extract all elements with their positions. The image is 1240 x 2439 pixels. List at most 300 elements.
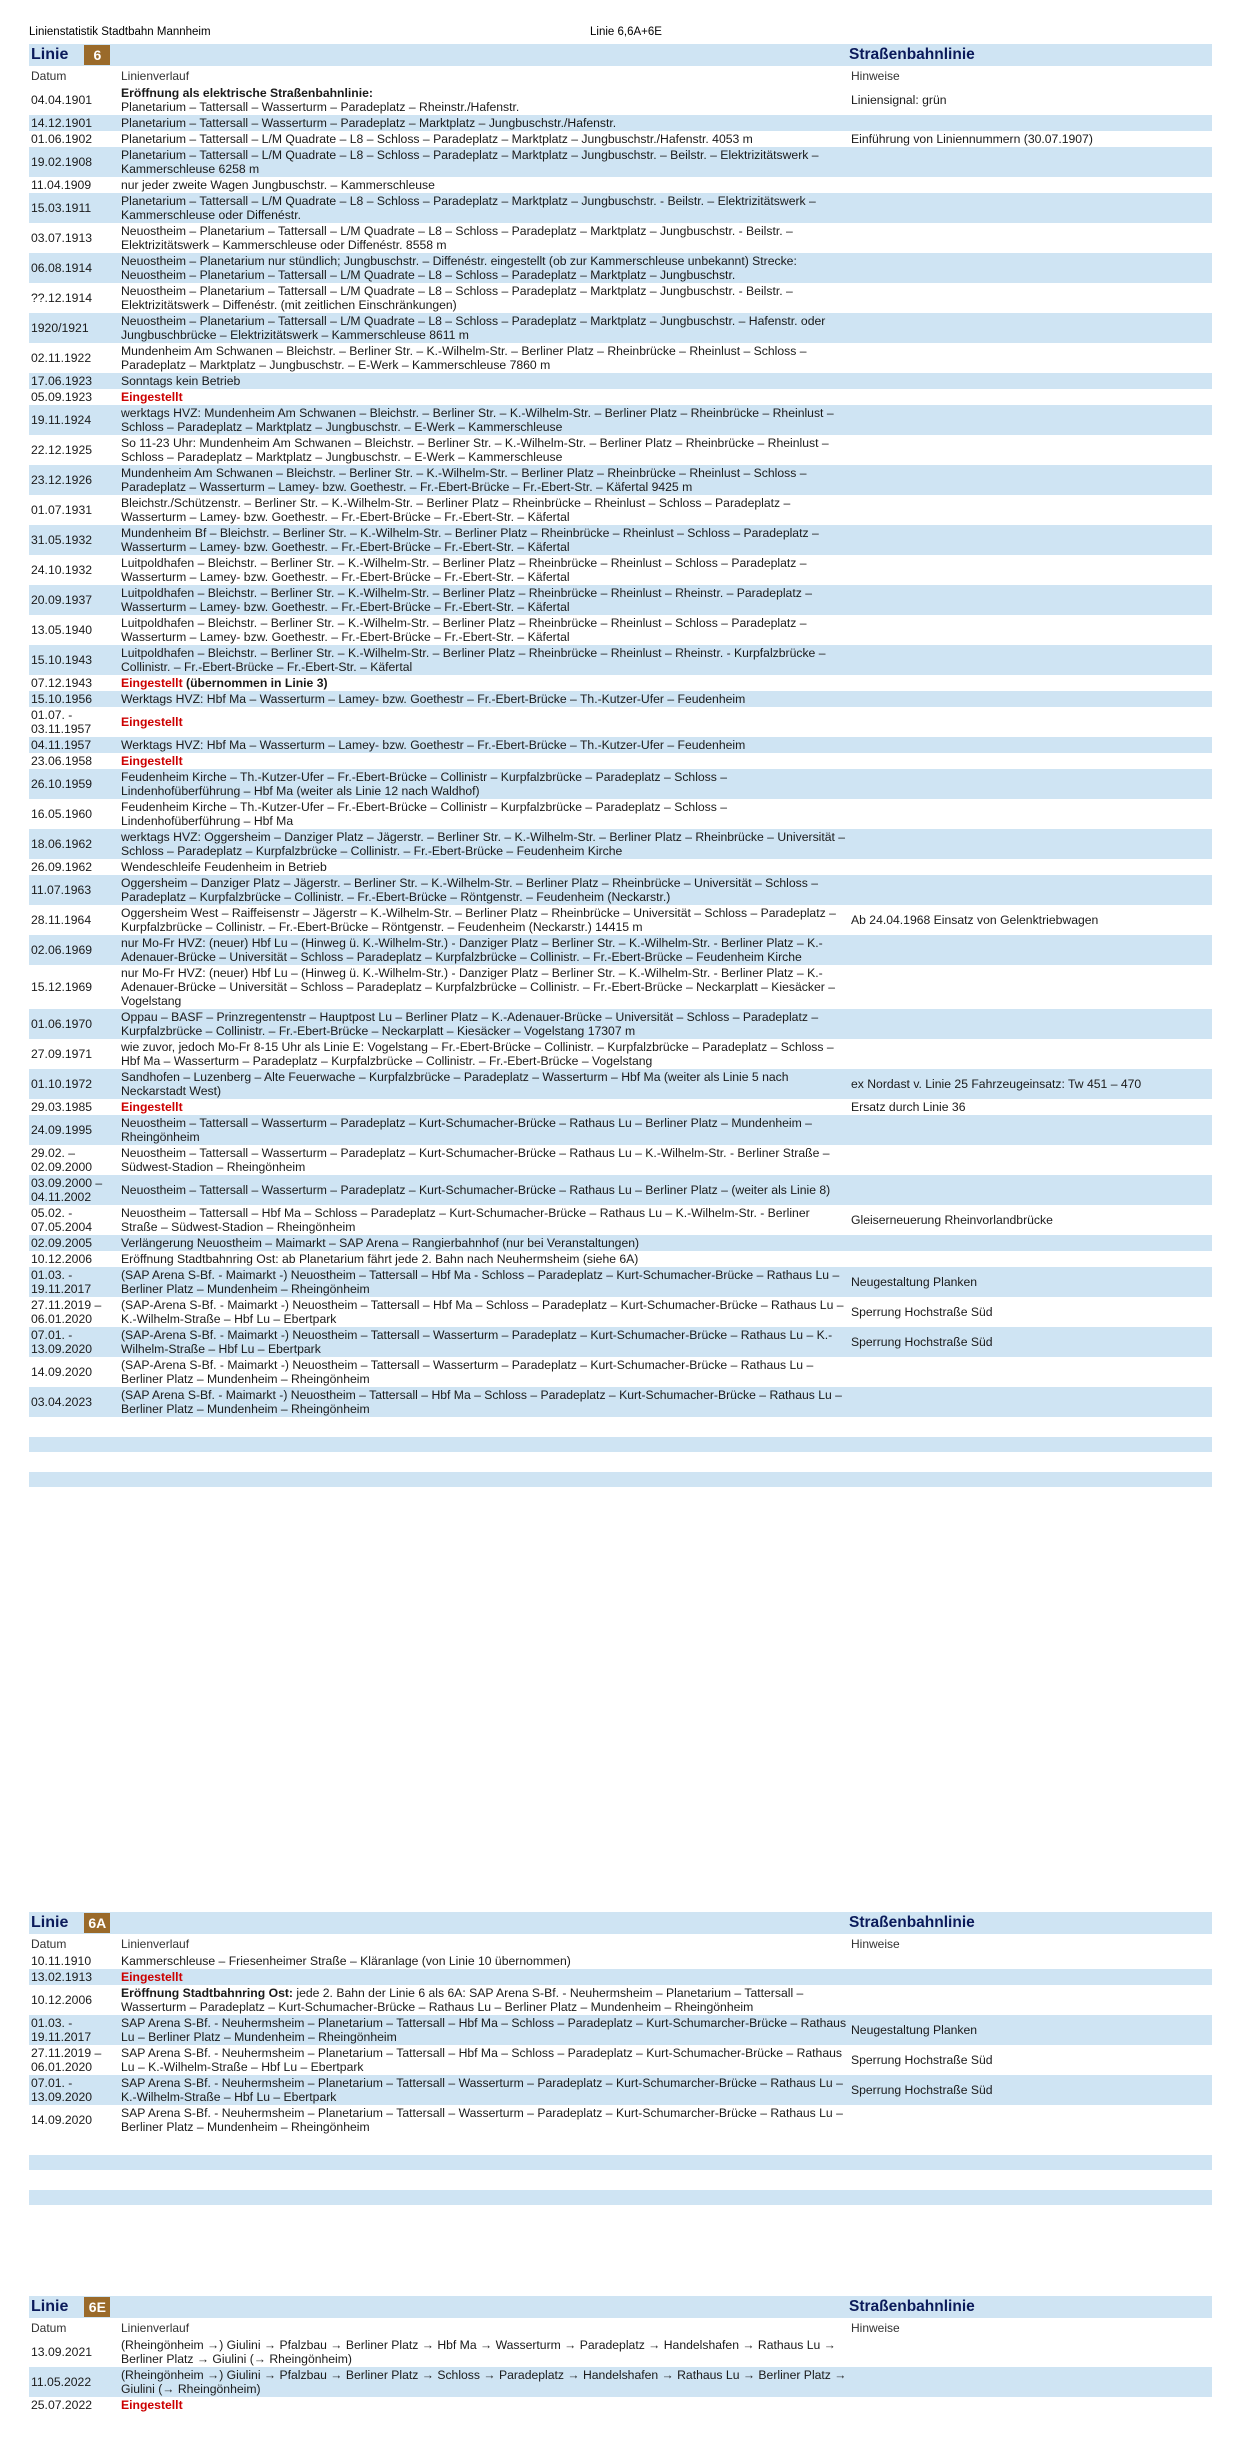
- table-row: [29, 1205, 1212, 1235]
- column-header-date: Datum: [31, 69, 67, 83]
- row-route: [119, 85, 849, 115]
- section-header: [29, 2296, 1212, 2318]
- row-route: [119, 645, 849, 675]
- row-note: Ersatz durch Linie 36: [851, 1100, 966, 1114]
- route-text: Feudenheim Kirche – Th.-Kutzer-Ufer – Fr.-Ebert-Brücke – Collinistr – Kurpfalzbrücke – Paradeplatz – Schloss – Lindenhofüberführung – Hbf Ma (weiter als Linie 12 nach Waldhof): [121, 770, 728, 798]
- table-row: [29, 343, 1212, 373]
- row-note: [849, 737, 1212, 753]
- row-route: [119, 769, 849, 799]
- row-date: 01.06.1970: [29, 1009, 119, 1039]
- table-row: [29, 85, 1212, 115]
- row-date: 11.05.2022: [29, 2367, 119, 2397]
- table-row: [29, 405, 1212, 435]
- route-text: SAP Arena S-Bf. - Neuhermsheim – Planetarium – Tattersall – Wasserturm – Paradeplatz – Kurt-Schumarcher-Brücke – Rathaus Lu – Berliner Platz – Mundenheim – Rheingönheim: [121, 2106, 843, 2134]
- row-route: [119, 1145, 849, 1175]
- stopped-note: (übernommen in Linie 3): [182, 676, 328, 690]
- row-route: [119, 525, 849, 555]
- table-row: [29, 1039, 1212, 1069]
- row-route: [119, 2015, 849, 2045]
- route-text: Neuostheim – Tattersall – Wasserturm – Paradeplatz – Kurt-Schumacher-Brücke – Rathaus Lu – Berliner Platz – (weiter als Linie 8): [121, 1183, 831, 1197]
- row-date: 1920/1921: [29, 313, 119, 343]
- row-note: [849, 1387, 1212, 1417]
- table-row: [29, 313, 1212, 343]
- row-date: 02.06.1969: [29, 935, 119, 965]
- row-note: [849, 753, 1212, 769]
- row-date: 01.03. - 19.11.2017: [29, 2015, 119, 2045]
- row-route: [119, 1205, 849, 1235]
- row-route: [119, 905, 849, 935]
- route-text: (SAP Arena S-Bf. - Maimarkt -) Neuostheim – Tattersall – Hbf Ma - Schloss – Paradeplatz – Kurt-Schumacher-Brücke – Rathaus Lu – Berliner Platz – Mundenheim – Rheingönheim: [121, 1268, 840, 1296]
- row-date: 27.11.2019 – 06.01.2020: [31, 2046, 102, 2074]
- table-row: [29, 1175, 1212, 1205]
- row-date: 15.10.1943: [29, 645, 119, 675]
- row-date: 13.02.1913: [29, 1969, 119, 1985]
- row-note: [849, 495, 1212, 525]
- table-row: [29, 1115, 1212, 1145]
- row-note: [849, 935, 1212, 965]
- route-text: Oggersheim – Danziger Platz – Jägerstr. – Berliner Str. – K.-Wilhelm-Str. – Berliner Platz – Rheinbrücke – Universität – Schloss – Paradeplatz – Kurpfalzbrücke – Collinistr. – Fr.-Ebert-Brücke – Röntgenstr. – Feudenheim (Neckarstr.): [121, 876, 819, 904]
- row-note: [849, 555, 1212, 585]
- table-row: [29, 675, 1212, 691]
- row-route: [119, 615, 849, 645]
- row-date: 13.09.2021: [31, 2345, 92, 2359]
- route-text: Luitpoldhafen – Bleichstr. – Berliner Str. – K.-Wilhelm-Str. – Berliner Platz – Rheinbrücke – Rheinlust – Rheinstr. - Kurpfalzbrücke – Collinistr. – Fr.-Ebert-Brücke – Fr.-Ebert-Str. – Käfertal: [121, 646, 826, 674]
- row-date: 23.12.1926: [29, 465, 119, 495]
- row-date: 24.09.1995: [29, 1115, 119, 1145]
- row-note: [849, 829, 1212, 859]
- row-note: [849, 675, 1212, 691]
- row-date: 13.05.1940: [31, 623, 92, 637]
- route-text: Planetarium – Tattersall – Wasserturm – Paradeplatz – Rheinstr./Hafenstr.: [121, 100, 520, 114]
- route-text: Feudenheim Kirche – Th.-Kutzer-Ufer – Fr.-Ebert-Brücke – Collinistr – Kurpfalzbrücke – Paradeplatz – Schloss – Lindenhofüberführung – Hbf Ma: [121, 800, 728, 828]
- row-route: [119, 753, 849, 769]
- row-date: 19.02.1908: [29, 147, 119, 177]
- header-left: Linienstatistik Stadtbahn Mannheim: [29, 26, 211, 38]
- column-header-notes: Hinweise: [851, 69, 900, 83]
- row-route: [119, 177, 849, 193]
- row-date: 01.03. - 19.11.2017: [29, 1267, 119, 1297]
- row-date: ??.12.1914: [31, 291, 92, 305]
- row-date: 29.03.1985: [31, 1100, 92, 1114]
- table-row: [29, 223, 1212, 253]
- table-row: [29, 2045, 1212, 2075]
- section-line-6e: [29, 2296, 1212, 2413]
- route-text: Verlängerung Neuostheim – Maimarkt – SAP Arena – Rangierbahnhof (nur bei Veranstaltungen): [121, 1236, 640, 1250]
- row-note: [849, 691, 1212, 707]
- row-note: [849, 1251, 1212, 1267]
- row-date: 11.04.1909: [31, 178, 92, 192]
- stopped-label: Eingestellt: [121, 390, 183, 404]
- route-text: Neuostheim – Tattersall – Wasserturm – Paradeplatz – Kurt-Schumacher-Brücke – Rathaus Lu – K.-Wilhelm-Str. - Berliner Straße – Südwest-Stadion – Rheingönheim: [121, 1146, 830, 1174]
- row-note: [849, 707, 1212, 737]
- table-row: [29, 1145, 1212, 1175]
- route-text: Sonntags kein Betrieb: [121, 374, 241, 388]
- row-date: 07.01. - 13.09.2020: [29, 2075, 119, 2105]
- route-text: So 11-23 Uhr: Mundenheim Am Schwanen – Bleichstr. – Berliner Str. – K.-Wilhelm-Str. – Berliner Platz – Rheinbrücke – Rheinlust – Schloss – Paradeplatz – Marktplatz – Jungbuschstr. – E-Werk – Kammerschleuse: [121, 436, 829, 464]
- row-note: [849, 1235, 1212, 1251]
- row-note: [849, 147, 1212, 177]
- row-date: 05.02. - 07.05.2004: [31, 1206, 92, 1234]
- table-row: [29, 115, 1212, 131]
- row-note: [849, 193, 1212, 223]
- row-note: [849, 313, 1212, 343]
- row-route: [119, 2105, 849, 2135]
- route-text: jede 2. Bahn der Linie 6 als 6A: SAP Arena S-Bf. - Neuhermsheim – Planetarium – Tattersall – Wasserturm – Paradeplatz – Kurt-Schumacher-Brücke – Rathaus Lu – Berliner Platz – Mundenheim – Rheingönheim: [121, 1986, 804, 2014]
- route-text: nur Mo-Fr HVZ: (neuer) Hbf Lu – (Hinweg ü. K.-Wilhelm-Str.) - Danziger Platz – Berliner Str. – K.-Wilhelm-Str. - Berliner Platz – K.-Adenauer-Brücke – Universität – Schloss – Paradeplatz – Kurpfalzbrücke – Collinistr. – Fr.-Ebert-Brücke – Neckarplatt – Kiesäcker – Vogelstang: [121, 966, 835, 1008]
- row-note: [849, 2337, 1212, 2367]
- route-text: Werktags HVZ: Hbf Ma – Wasserturm – Lamey- bzw. Goethestr – Fr.-Ebert-Brücke – Th.-Kutzer-Ufer – Feudenheim: [121, 738, 746, 752]
- row-route: [119, 1039, 849, 1069]
- route-text: Neuostheim – Planetarium – Tattersall – L/M Quadrate – L8 – Schloss – Paradeplatz – Marktplatz – Jungbuschstr. - Beilstr. – Elektrizitätswerk – Diffenéstr. (mit zeitlichen Einschränkungen): [121, 284, 793, 312]
- row-route: [119, 1175, 849, 1205]
- row-note: [849, 405, 1212, 435]
- row-date: 27.11.2019 – 06.01.2020: [31, 1298, 102, 1326]
- route-text: (SAP-Arena S-Bf. - Maimarkt -) Neuostheim – Tattersall – Wasserturm – Paradeplatz – Kurt-Schumacher-Brücke – Rathaus Lu – K.-Wilhelm-Straße – Hbf Lu – Ebertpark: [121, 1328, 833, 1356]
- route-text: Oppau – BASF – Prinzregentenstr – Hauptpost Lu – Berliner Platz – K.-Adenauer-Brücke – Universität – Schloss – Paradeplatz – Kurpfalzbrücke – Collinistr. – Fr.-Ebert-Brücke – Neckarplatt – Kiesäcker – Vogelstang 17307 m: [121, 1010, 819, 1038]
- row-note: [849, 1953, 1212, 1969]
- row-note: Sperrung Hochstraße Süd: [851, 1305, 993, 1319]
- row-route: [119, 1387, 849, 1417]
- column-header-notes: Hinweise: [851, 1937, 900, 1951]
- column-header-date: Datum: [31, 2321, 67, 2335]
- row-date: 03.09.2000 – 04.11.2002: [29, 1175, 119, 1205]
- row-route: [119, 193, 849, 223]
- section-label: Linie: [31, 1914, 69, 1931]
- row-route: [119, 707, 849, 737]
- table-row: [29, 1251, 1212, 1267]
- route-text: (Rheingönheim →) Giulini → Pfalzbau → Berliner Platz → Hbf Ma → Wasserturm → Paradeplatz → Handelshafen → Rathaus Lu → Berliner Platz → Giulini (→ Rheingönheim): [121, 2338, 836, 2366]
- route-text: werktags HVZ: Mundenheim Am Schwanen – Bleichstr. – Berliner Str. – K.-Wilhelm-Str. – Berliner Platz – Rheinbrücke – Rheinlust – Schloss – Paradeplatz – Marktplatz – Jungbuschstr. – E-Werk – Kammerschleuse: [121, 406, 834, 434]
- section-header: [29, 1912, 1212, 1934]
- table-row: [29, 859, 1212, 875]
- row-note: Neugestaltung Planken: [849, 1267, 1212, 1297]
- spacer: [29, 1452, 1212, 1472]
- route-text: SAP Arena S-Bf. - Neuhermsheim – Planetarium – Tattersall – Hbf Ma – Schloss – Paradeplatz – Kurt-Schumarcher-Brücke – Rathaus Lu – Berliner Platz – Mundenheim – Rheingönheim: [121, 2016, 847, 2044]
- route-text: SAP Arena S-Bf. - Neuhermsheim – Planetarium – Tattersall – Hbf Ma – Schloss – Paradeplatz – Kurt-Schumacher-Brücke – Rathaus Lu – K.-Wilhelm-Straße – Hbf Lu – Ebertpark: [121, 2046, 842, 2074]
- table-row: [29, 2367, 1212, 2397]
- table-row: [29, 1235, 1212, 1251]
- row-note: Neugestaltung Planken: [849, 2015, 1212, 2045]
- table-row: [29, 1069, 1212, 1099]
- route-text: Mundenheim Am Schwanen – Bleichstr. – Berliner Str. – K.-Wilhelm-Str. – Berliner Platz – Rheinbrücke – Rheinlust – Schloss – Paradeplatz – Marktplatz – Jungbuschstr. – E-Werk – Kammerschleuse 7860 m: [121, 344, 807, 372]
- stopped-label: Eingestellt: [121, 2398, 183, 2412]
- row-date: 03.07.1913: [31, 231, 92, 245]
- row-route: [119, 935, 849, 965]
- row-date: 15.03.1911: [29, 193, 119, 223]
- row-note: [849, 1357, 1212, 1387]
- row-route: [119, 495, 849, 525]
- row-route: [119, 2045, 849, 2075]
- row-route: [119, 1235, 849, 1251]
- route-text: Werktags HVZ: Hbf Ma – Wasserturm – Lamey- bzw. Goethestr – Fr.-Ebert-Brücke – Th.-Kutzer-Ufer – Feudenheim: [121, 692, 746, 706]
- route-text: Wendeschleife Feudenheim in Betrieb: [121, 860, 327, 874]
- row-date: 02.09.2005: [29, 1235, 119, 1251]
- row-date: 17.06.1923: [29, 373, 119, 389]
- route-text: Planetarium – Tattersall – L/M Quadrate – L8 – Schloss – Paradeplatz – Marktplatz – Jungbuschstr. - Beilstr. – Elektrizitätswerk – Kammerschleuse oder Diffenéstr.: [121, 194, 816, 222]
- row-route: [119, 1099, 849, 1115]
- row-date: 07.12.1943: [31, 676, 92, 690]
- row-note: Sperrung Hochstraße Süd: [849, 1327, 1212, 1357]
- row-route: [119, 829, 849, 859]
- row-route: [119, 675, 849, 691]
- route-text: Mundenheim Am Schwanen – Bleichstr. – Berliner Str. – K.-Wilhelm-Str. – Berliner Platz – Rheinbrücke – Rheinlust – Schloss – Paradeplatz – Wasserturm – Lamey- bzw. Goethestr. – Fr.-Ebert-Brücke – Fr.-Ebert-Str. – Käfertal 9425 m: [121, 466, 807, 494]
- line-badge: 6E: [84, 2297, 110, 2317]
- empty-band: [29, 2155, 1212, 2170]
- route-text: Planetarium – Tattersall – L/M Quadrate – L8 – Schloss – Paradeplatz – Marktplatz – Jungbuschstr. – Beilstr. – Elektrizitätswerk – Kammerschleuse 6258 m: [121, 148, 819, 176]
- table-row: [29, 645, 1212, 675]
- column-header-route: Linienverlauf: [121, 69, 190, 83]
- row-route: [119, 1267, 849, 1297]
- route-text: Kammerschleuse – Friesenheimer Straße – Kläranlage (von Linie 10 übernommen): [121, 1954, 571, 1968]
- table-row: [29, 875, 1212, 905]
- route-text: SAP Arena S-Bf. - Neuhermsheim – Planetarium – Tattersall – Wasserturm – Paradeplatz – Kurt-Schumarcher-Brücke – Rathaus Lu – K.-Wilhelm-Straße – Hbf Lu – Ebertpark: [121, 2076, 843, 2104]
- route-text: (SAP-Arena S-Bf. - Maimarkt -) Neuostheim – Tattersall – Wasserturm – Paradeplatz – Kurt-Schumacher-Brücke – Rathaus Lu – Berliner Platz – Mundenheim – Rheingönheim: [121, 1358, 814, 1386]
- row-route: [119, 405, 849, 435]
- row-date: 23.06.1958: [31, 754, 92, 768]
- row-date: 29.02. – 02.09.2000: [31, 1146, 92, 1174]
- row-date: 10.11.1910: [31, 1954, 92, 1968]
- spacer: [29, 2135, 1212, 2155]
- empty-band: [29, 1437, 1212, 1452]
- row-note: [849, 1985, 1212, 2015]
- stopped-label: Eingestellt: [121, 1100, 183, 1114]
- row-date: 10.12.2006: [31, 1993, 92, 2007]
- row-date: 10.12.2006: [31, 1252, 92, 1266]
- row-date: 01.10.1972: [29, 1069, 119, 1099]
- column-header-route: Linienverlauf: [121, 1937, 190, 1951]
- row-note: [849, 177, 1212, 193]
- row-note: [849, 2105, 1212, 2135]
- row-date: 28.11.1964: [31, 913, 92, 927]
- section-line-6: [29, 44, 1212, 1487]
- row-route: [119, 1969, 849, 1985]
- table-row: [29, 177, 1212, 193]
- row-note: [849, 875, 1212, 905]
- table-row: [29, 905, 1212, 935]
- row-route: [119, 115, 849, 131]
- table-row: [29, 2397, 1212, 2413]
- row-date: 01.06.1902: [31, 132, 92, 146]
- row-note: [849, 1175, 1212, 1205]
- row-route: [119, 1251, 849, 1267]
- route-text: Neuostheim – Tattersall – Hbf Ma – Schloss – Paradeplatz – Kurt-Schumacher-Brücke – Rathaus Lu – K.-Wilhelm-Str. - Berliner Straße – Südwest-Stadion – Rheingönheim: [121, 1206, 810, 1234]
- table-row: [29, 193, 1212, 223]
- row-date: 26.09.1962: [31, 860, 92, 874]
- table-row: [29, 253, 1212, 283]
- history-table: [29, 66, 1212, 1417]
- row-note: [849, 253, 1212, 283]
- header-center: Linie 6,6A+6E: [590, 26, 662, 38]
- row-date: 26.10.1959: [29, 769, 119, 799]
- route-text: wie zuvor, jedoch Mo-Fr 8-15 Uhr als Linie E: Vogelstang – Fr.-Ebert-Brücke – Collinistr. – Kurpfalzbrücke – Paradeplatz – Schloss – Hbf Ma – Wasserturm – Paradeplatz – Kurpfalzbrücke – Collinistr. – Fr.-Ebert-Brücke – Vogelstang: [121, 1040, 834, 1068]
- row-date: 14.12.1901: [29, 115, 119, 131]
- table-row: [29, 1969, 1212, 1985]
- row-date: 06.08.1914: [29, 253, 119, 283]
- row-note: [849, 1115, 1212, 1145]
- row-note: [849, 465, 1212, 495]
- row-note: [849, 585, 1212, 615]
- row-route: [119, 875, 849, 905]
- table-row: [29, 2015, 1212, 2045]
- table-header-row: [29, 1934, 1212, 1953]
- row-route: [119, 859, 849, 875]
- row-route: [119, 1009, 849, 1039]
- row-route: [119, 2397, 849, 2413]
- row-note: [849, 223, 1212, 253]
- table-row: [29, 707, 1212, 737]
- row-route: [119, 313, 849, 343]
- column-header-date: Datum: [31, 1937, 67, 1951]
- row-route: [119, 965, 849, 1009]
- spacer: [29, 2170, 1212, 2190]
- column-header-route: Linienverlauf: [121, 2321, 190, 2335]
- table-row: [29, 965, 1212, 1009]
- table-row: [29, 1297, 1212, 1327]
- row-note: [849, 645, 1212, 675]
- table-row: [29, 935, 1212, 965]
- row-date: 07.01. - 13.09.2020: [29, 1327, 119, 1357]
- row-date: 04.11.1957: [29, 737, 119, 753]
- table-row: [29, 1267, 1212, 1297]
- row-note: [849, 1009, 1212, 1039]
- row-date: 15.12.1969: [31, 980, 92, 994]
- column-header-notes: Hinweise: [851, 2321, 900, 2335]
- route-text: Luitpoldhafen – Bleichstr. – Berliner Str. – K.-Wilhelm-Str. – Berliner Platz – Rheinbrücke – Rheinlust – Schloss – Paradeplatz – Wasserturm – Lamey- bzw. Goethestr. – Fr.-Ebert-Brücke – Fr.-Ebert-Str. – Käfertal: [121, 616, 807, 644]
- table-row: [29, 283, 1212, 313]
- table-row: [29, 1953, 1212, 1969]
- route-text: nur jeder zweite Wagen Jungbuschstr. – Kammerschleuse: [121, 178, 435, 192]
- section-label: Linie: [31, 46, 69, 63]
- table-row: [29, 389, 1212, 405]
- line-badge: 6A: [84, 1913, 110, 1933]
- table-row: [29, 2075, 1212, 2105]
- row-note: [849, 373, 1212, 389]
- row-note: Ab 24.04.1968 Einsatz von Gelenktriebwagen: [851, 913, 1099, 927]
- row-route: [119, 389, 849, 405]
- row-route: [119, 1115, 849, 1145]
- row-note: [849, 799, 1212, 829]
- route-text: Neuostheim – Planetarium – Tattersall – L/M Quadrate – L8 – Schloss – Paradeplatz – Marktplatz – Jungbuschstr. – Hafenstr. oder Jungbuschbrücke – Elektrizitätswerk – Kammerschleuse 8611 m: [121, 314, 826, 342]
- stopped-label: Eingestellt: [121, 676, 183, 690]
- row-note: [849, 435, 1212, 465]
- table-row: [29, 1327, 1212, 1357]
- table-header-row: [29, 66, 1212, 85]
- row-note: Sperrung Hochstraße Süd: [851, 2053, 993, 2067]
- table-row: [29, 585, 1212, 615]
- table-row: [29, 131, 1212, 147]
- row-route: [119, 1297, 849, 1327]
- empty-band: [29, 2190, 1212, 2205]
- row-note: [849, 283, 1212, 313]
- row-route: [119, 2337, 849, 2367]
- row-date: 20.09.1937: [29, 585, 119, 615]
- row-note: [849, 769, 1212, 799]
- table-row: [29, 525, 1212, 555]
- route-text: Mundenheim Bf – Bleichstr. – Berliner Str. – K.-Wilhelm-Str. – Berliner Platz – Rheinbrücke – Rheinlust – Schloss – Paradeplatz – Wasserturm – Lamey- bzw. Goethestr. – Fr.-Ebert-Brücke – Fr.-Ebert-Str. – Käfertal: [121, 526, 819, 554]
- row-date: 02.11.1922: [31, 351, 92, 365]
- section-label: Linie: [31, 2298, 69, 2315]
- row-date: 25.07.2022: [31, 2398, 92, 2412]
- empty-band: [29, 1472, 1212, 1487]
- table-row: [29, 555, 1212, 585]
- row-route: [119, 1327, 849, 1357]
- table-row: [29, 465, 1212, 495]
- row-note: [849, 389, 1212, 405]
- route-text: nur Mo-Fr HVZ: (neuer) Hbf Lu – (Hinweg ü. K.-Wilhelm-Str.) - Danziger Platz – Berliner Str. – K.-Wilhelm-Str. - Berliner Platz – K.-Adenauer-Brücke – Universität – Schloss – Paradeplatz – Kurpfalzbrücke – Collinistr. – Fr.-Ebert-Brücke – Feudenheim Kirche: [121, 936, 823, 964]
- stopped-label: Eingestellt: [121, 715, 183, 729]
- row-route: [119, 147, 849, 177]
- row-date: 14.09.2020: [31, 2113, 92, 2127]
- row-route: [119, 1953, 849, 1969]
- row-note: [849, 615, 1212, 645]
- history-table: [29, 2318, 1212, 2413]
- table-row: [29, 147, 1212, 177]
- row-route: [119, 253, 849, 283]
- row-note: [849, 343, 1212, 373]
- section-header: [29, 44, 1212, 66]
- row-route: [119, 223, 849, 253]
- row-route: [119, 465, 849, 495]
- row-date: 31.05.1932: [29, 525, 119, 555]
- row-date: 27.09.1971: [31, 1047, 92, 1061]
- row-note: Einführung von Liniennummern (30.07.1907): [851, 132, 1093, 146]
- row-date: 03.04.2023: [29, 1387, 119, 1417]
- route-text: Bleichstr./Schützenstr. – Berliner Str. – K.-Wilhelm-Str. – Berliner Platz – Rheinbrücke – Rheinlust – Schloss – Paradeplatz – Wasserturm – Lamey- bzw. Goethestr. – Fr.-Ebert-Brücke – Fr.-Ebert-Str. – Käfertal: [121, 496, 791, 524]
- row-note: [849, 115, 1212, 131]
- row-note: [849, 1145, 1212, 1175]
- row-route: [119, 555, 849, 585]
- row-route: [119, 2075, 849, 2105]
- route-text: Planetarium – Tattersall – L/M Quadrate – L8 – Schloss – Paradeplatz – Marktplatz – Jungbuschstr./Hafenstr. 4053 m: [121, 132, 753, 146]
- row-route: [119, 799, 849, 829]
- table-row: [29, 769, 1212, 799]
- line-badge: 6: [84, 45, 110, 65]
- table-row: [29, 753, 1212, 769]
- route-text: Neuostheim – Planetarium nur stündlich; Jungbuschstr. – Diffenéstr. eingestellt (ob zur Kammerschleuse unbekannt) Strecke: Neuostheim – Planetarium – Tattersall – L/M Quadrate – L8 – Schloss – Paradeplatz – Marktplatz – Jungbuschstr.: [121, 254, 797, 282]
- row-route: [119, 585, 849, 615]
- row-route: [119, 2367, 849, 2397]
- route-title: Eröffnung als elektrische Straßenbahnlinie:: [121, 86, 373, 100]
- table-row: [29, 1357, 1212, 1387]
- row-note: Sperrung Hochstraße Süd: [849, 2075, 1212, 2105]
- row-date: 24.10.1932: [31, 563, 92, 577]
- row-date: 01.07. - 03.11.1957: [31, 708, 92, 736]
- row-note: Gleiserneuerung Rheinvorlandbrücke: [851, 1213, 1053, 1227]
- row-note: [849, 2367, 1212, 2397]
- route-text: (SAP-Arena S-Bf. - Maimarkt -) Neuostheim – Tattersall – Hbf Ma – Schloss – Paradeplatz – Kurt-Schumacher-Brücke – Rathaus Lu – K.-Wilhelm-Straße – Hbf Lu – Ebertpark: [121, 1298, 844, 1326]
- line-type: Straßenbahnlinie: [849, 46, 975, 63]
- row-route: [119, 1985, 849, 2015]
- route-text: Luitpoldhafen – Bleichstr. – Berliner Str. – K.-Wilhelm-Str. – Berliner Platz – Rheinbrücke – Rheinlust – Rheinstr. – Paradeplatz – Wasserturm – Lamey- bzw. Goethestr. – Fr.-Ebert-Brücke – Fr.-Ebert-Str. – Käfertal: [121, 586, 812, 614]
- table-row: [29, 829, 1212, 859]
- row-route: [119, 1357, 849, 1387]
- row-date: 22.12.1925: [31, 443, 92, 457]
- row-route: [119, 283, 849, 313]
- row-note: [849, 2397, 1212, 2413]
- route-text: Neuostheim – Planetarium – Tattersall – L/M Quadrate – L8 – Schloss – Paradeplatz – Marktplatz – Jungbuschstr. - Beilstr. – Elektrizitätswerk – Kammerschleuse oder Diffenéstr. 8558 m: [121, 224, 793, 252]
- stopped-label: Eingestellt: [121, 754, 183, 768]
- table-row: [29, 691, 1212, 707]
- row-route: [119, 131, 849, 147]
- row-date: 19.11.1924: [29, 405, 119, 435]
- table-row: [29, 495, 1212, 525]
- route-text: Planetarium – Tattersall – Wasserturm – Paradeplatz – Marktplatz – Jungbuschstr./Hafenstr.: [121, 116, 617, 130]
- row-date: 05.09.1923: [31, 390, 92, 404]
- table-row: [29, 1099, 1212, 1115]
- row-note: [849, 1039, 1212, 1069]
- row-note: ex Nordast v. Linie 25 Fahrzeugeinsatz: Tw 451 – 470: [849, 1069, 1212, 1099]
- row-note: [849, 859, 1212, 875]
